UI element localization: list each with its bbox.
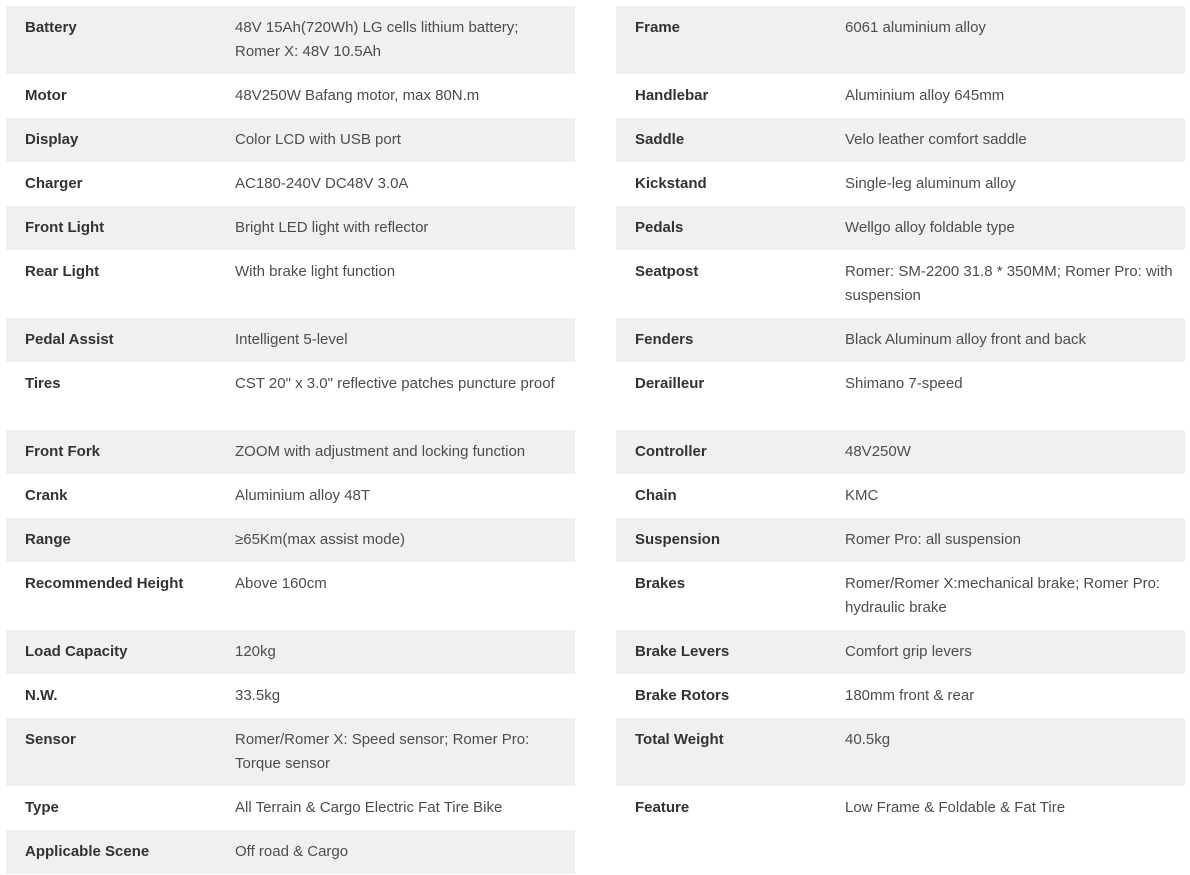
spec-row bbox=[616, 250, 1185, 318]
spec-label: Applicable Scene bbox=[25, 843, 150, 860]
spec-row bbox=[616, 318, 1185, 362]
spec-value: Aluminium alloy 645mm bbox=[845, 87, 1005, 104]
spec-label: Brakes bbox=[635, 575, 686, 592]
spec-label: Rear Light bbox=[25, 263, 100, 280]
spec-row bbox=[6, 518, 575, 562]
spec-label: Handlebar bbox=[635, 87, 709, 104]
spec-value: Single-leg aluminum alloy bbox=[845, 175, 1016, 192]
spec-value: Shimano 7-speed bbox=[845, 375, 963, 392]
spec-label: Seatpost bbox=[635, 263, 699, 280]
spec-value: Low Frame & Foldable & Fat Tire bbox=[845, 799, 1066, 816]
spec-value: Above 160cm bbox=[235, 575, 327, 592]
spec-value: ≥65Km(max assist mode) bbox=[235, 531, 405, 548]
spec-row bbox=[6, 718, 575, 786]
spec-row bbox=[6, 250, 575, 318]
spec-value: Color LCD with USB port bbox=[235, 131, 401, 148]
spec-value: 48V 15Ah(720Wh) LG cells lithium battery; Romer X: 48V 10.5Ah bbox=[235, 19, 519, 60]
spec-row bbox=[6, 318, 575, 362]
spec-label: Recommended Height bbox=[25, 575, 184, 592]
spec-value: Romer/Romer X: Speed sensor; Romer Pro: Torque sensor bbox=[235, 731, 530, 772]
spec-value: 180mm front & rear bbox=[845, 687, 975, 704]
spec-label: Frame bbox=[635, 19, 681, 36]
spec-label: Crank bbox=[25, 487, 68, 504]
spec-row bbox=[6, 474, 575, 518]
spec-label: Brake Levers bbox=[635, 643, 730, 660]
spec-row bbox=[616, 162, 1185, 206]
spec-label: Fenders bbox=[635, 331, 694, 348]
spec-row bbox=[616, 630, 1185, 674]
spec-label: Suspension bbox=[635, 531, 721, 548]
spec-label: Pedals bbox=[635, 219, 684, 236]
spec-row bbox=[616, 474, 1185, 518]
spec-label: Type bbox=[25, 799, 59, 816]
spec-row bbox=[6, 362, 575, 430]
spec-row bbox=[616, 74, 1185, 118]
spec-row bbox=[6, 6, 575, 74]
spec-row bbox=[616, 206, 1185, 250]
spec-row bbox=[6, 674, 575, 718]
spec-row bbox=[616, 362, 1185, 430]
spec-row bbox=[616, 430, 1185, 474]
spec-row bbox=[6, 562, 575, 630]
spec-value: Aluminium alloy 48T bbox=[235, 487, 371, 504]
spec-value: KMC bbox=[845, 487, 879, 504]
spec-table-right bbox=[616, 6, 1185, 830]
spec-row bbox=[616, 674, 1185, 718]
spec-label: Display bbox=[25, 131, 79, 148]
spec-value: 40.5kg bbox=[845, 731, 891, 748]
spec-label: Feature bbox=[635, 799, 690, 816]
spec-value: 48V250W Bafang motor, max 80N.m bbox=[235, 87, 480, 104]
spec-row bbox=[6, 162, 575, 206]
spec-row bbox=[6, 630, 575, 674]
spec-label: Range bbox=[25, 531, 71, 548]
spec-row bbox=[6, 118, 575, 162]
spec-label: Kickstand bbox=[635, 175, 707, 192]
spec-value: Romer/Romer X:mechanical brake; Romer Pro: hydraulic brake bbox=[845, 575, 1161, 616]
spec-label: Motor bbox=[25, 87, 67, 104]
spec-value: Wellgo alloy foldable type bbox=[845, 219, 1015, 236]
spec-label: Total Weight bbox=[635, 731, 724, 748]
spec-value: Romer Pro: all suspension bbox=[845, 531, 1021, 548]
spec-row bbox=[616, 718, 1185, 786]
spec-row bbox=[616, 518, 1185, 562]
spec-value: Bright LED light with reflector bbox=[235, 219, 429, 236]
spec-value: 33.5kg bbox=[235, 687, 281, 704]
spec-label: Charger bbox=[25, 175, 83, 192]
spec-row bbox=[616, 6, 1185, 74]
spec-value: All Terrain & Cargo Electric Fat Tire Bike bbox=[235, 799, 503, 816]
spec-row bbox=[6, 206, 575, 250]
spec-label: N.W. bbox=[25, 687, 58, 704]
spec-value: 120kg bbox=[235, 643, 276, 660]
spec-value: 6061 aluminium alloy bbox=[845, 19, 986, 36]
spec-value: Romer: SM-2200 31.8 * 350MM; Romer Pro: with suspension bbox=[845, 263, 1173, 304]
spec-value: Off road & Cargo bbox=[235, 843, 349, 860]
spec-row bbox=[616, 118, 1185, 162]
spec-label: Front Fork bbox=[25, 443, 100, 460]
spec-row bbox=[6, 430, 575, 474]
spec-table-left bbox=[6, 6, 575, 874]
spec-row bbox=[616, 562, 1185, 630]
spec-value: CST 20" x 3.0" reflective patches puncture proof bbox=[235, 375, 555, 392]
spec-value: Intelligent 5-level bbox=[235, 331, 348, 348]
spec-row bbox=[6, 74, 575, 118]
spec-label: Derailleur bbox=[635, 375, 705, 392]
spec-value: AC180-240V DC48V 3.0A bbox=[235, 175, 409, 192]
spec-row bbox=[616, 786, 1185, 830]
spec-label: Tires bbox=[25, 375, 61, 392]
spec-label: Load Capacity bbox=[25, 643, 128, 660]
spec-value: Comfort grip levers bbox=[845, 643, 972, 660]
spec-label: Sensor bbox=[25, 731, 76, 748]
spec-label: Brake Rotors bbox=[635, 687, 730, 704]
spec-label: Chain bbox=[635, 487, 677, 504]
spec-label: Front Light bbox=[25, 219, 105, 236]
spec-value: Black Aluminum alloy front and back bbox=[845, 331, 1086, 348]
spec-row bbox=[6, 786, 575, 830]
spec-value: With brake light function bbox=[235, 263, 396, 280]
spec-label: Saddle bbox=[635, 131, 685, 148]
spec-label: Pedal Assist bbox=[25, 331, 114, 348]
spec-label: Battery bbox=[25, 19, 77, 36]
spec-value: 48V250W bbox=[845, 443, 911, 460]
spec-row bbox=[6, 830, 575, 874]
spec-value: ZOOM with adjustment and locking function bbox=[235, 443, 526, 460]
spec-label: Controller bbox=[635, 443, 707, 460]
spec-value: Velo leather comfort saddle bbox=[845, 131, 1027, 148]
